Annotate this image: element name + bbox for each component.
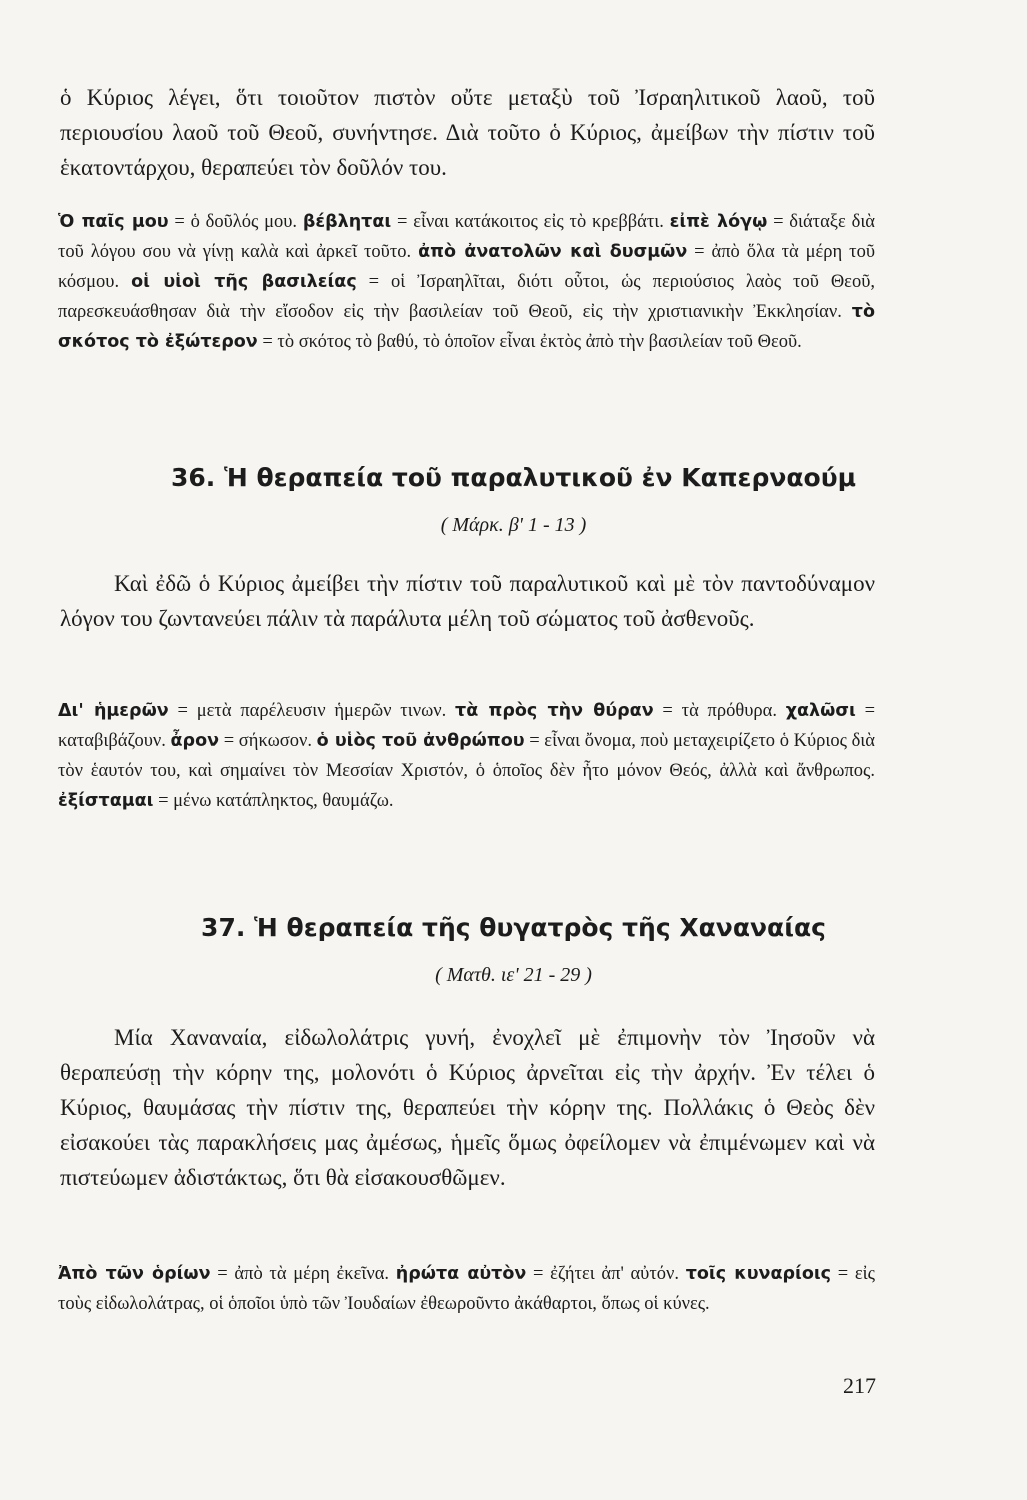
intro-glossary	[58, 207, 875, 357]
gloss-definition: = εἰς τοὺς εἰδωλολάτρας, οἱ ὁποῖοι ὑπὸ τῶν Ἰουδαίων ἐθεωροῦντο ἀκάθαρτοι, ὅπως οἱ κύνες.	[58, 1264, 875, 1314]
gloss-term: οἱ υἱοὶ τῆς βασιλείας	[131, 272, 357, 292]
gloss-term: ἐξίσταμαι	[58, 791, 154, 811]
gloss-definition: = ὁ δοῦλός μου.	[168, 212, 303, 232]
section-36-heading: 36. Ἡ θεραπεία τοῦ παραλυτικοῦ ἐν Καπερναούμ	[170, 463, 857, 492]
intro-paragraph: ὁ Κύριος λέγει, ὅτι τοιοῦτον πιστὸν οὔτε μεταξὺ τοῦ Ἰσραηλιτικοῦ λαοῦ, τοῦ περιουσίου λαοῦ τοῦ Θεοῦ, συνήντησε. Διὰ τοῦτο ὁ Κύριος, ἀμείβων τὴν πίστιν τοῦ ἑκατοντάρχου, θεραπεύει τὸν δοῦλόν του.	[60, 85, 875, 180]
gloss-definition: = μετὰ παρέλευσιν ἡμερῶν τινων.	[168, 701, 456, 721]
section-37-heading: 37. Ἡ θεραπεία τῆς θυγατρὸς τῆς Χαναναίας	[201, 913, 826, 942]
gloss-term: ἆρον	[170, 731, 220, 751]
gloss-term: τὰ πρὸς τὴν θύραν	[455, 701, 654, 721]
gloss-term: τὸ σκότος τὸ ἐξώτερον	[58, 302, 875, 352]
gloss-term: Ἀπὸ τῶν ὁρίων	[58, 1264, 211, 1284]
gloss-term: Δι' ἡμερῶν	[58, 701, 169, 721]
gloss-definition: = οἱ Ἰσραηλῖται, διότι οὗτοι, ὡς περιούσιος λαὸς τοῦ Θεοῦ, παρεσκευάσθησαν διὰ τὴν εἴσοδον εἰς τὴν βασιλείαν τοῦ Θεοῦ, εἰς τὴν χριστιανικὴν Ἐκκλησίαν.	[58, 272, 875, 322]
gloss-term: ἀπὸ ἀνατολῶν καὶ δυσμῶν	[418, 242, 688, 262]
page-number: 217	[843, 1373, 876, 1398]
gloss-definition: = σήκωσον.	[219, 731, 317, 751]
gloss-definition: = τὸ σκότος τὸ βαθύ, τὸ ὁποῖον εἶναι ἐκτὸς ἀπὸ τὴν βασιλείαν τοῦ Θεοῦ.	[257, 332, 802, 352]
gloss-term: τοῖς κυναρίοις	[685, 1264, 832, 1284]
gloss-definition: = μένω κατάπληκτος, θαυμάζω.	[153, 791, 394, 811]
section-37-source: ( Ματθ. ιε' 21 - 29 )	[435, 964, 592, 986]
gloss-term: ἠρώτα αὐτὸν	[395, 1264, 527, 1284]
gloss-definition: = εἶναι κατάκοιτος εἰς τὸ κρεββάτι.	[391, 212, 670, 232]
gloss-definition: = διάταξε διὰ τοῦ λόγου σου νὰ γίνῃ καλὰ καὶ ἀρκεῖ τοῦτο.	[58, 212, 875, 262]
section-37-glossary	[58, 1259, 875, 1319]
gloss-term: χαλῶσι	[785, 701, 856, 721]
gloss-term: ὁ υἱὸς τοῦ ἀνθρώπου	[316, 731, 525, 751]
gloss-definition: = ἀπὸ τὰ μέρη ἐκεῖνα.	[210, 1264, 396, 1284]
gloss-term: εἰπὲ λόγῳ	[669, 212, 768, 232]
gloss-definition: = ἐζήτει ἀπ' αὐτόν.	[526, 1264, 686, 1284]
gloss-term: Ὁ παῖς μου	[58, 212, 169, 232]
gloss-definition: = ἀπὸ ὅλα τὰ μέρη τοῦ κόσμου.	[58, 242, 875, 292]
section-36-source: ( Μάρκ. β' 1 - 13 )	[440, 514, 587, 536]
gloss-term: βέβληται	[302, 212, 392, 232]
section-36-glossary	[58, 696, 875, 816]
section-37-paragraph: Μία Χαναναία, εἰδωλολάτρις γυνή, ἐνοχλεῖ μὲ ἐπιμονὴν τὸν Ἰησοῦν νὰ θεραπεύσῃ τὴν κόρην της, μολονότι ὁ Κύριος ἀρνεῖται εἰς τὴν ἀρχήν. Ἐν τέλει ὁ Κύριος, θαυμάσας τὴν πίστιν της, θεραπεύει τὴν κόρην της. Πολλάκις ὁ Θεὸς δὲν εἰσακούει τὰς παρακλήσεις μας ἀμέσως, ἡμεῖς ὅμως ὀφείλομεν νὰ ἐπιμένωμεν καὶ νὰ πιστεύωμεν ἀδιστάκτως, ὅτι θὰ εἰσακουσθῶμεν.	[60, 1025, 875, 1190]
gloss-definition: = τὰ πρόθυρα.	[653, 701, 786, 721]
gloss-definition: = εἶναι ὄνομα, ποὺ μεταχειρίζετο ὁ Κύριος διὰ τὸν ἑαυτόν του, καὶ σημαίνει τὸν Μεσσίαν Χριστόν, ὁ ὁποῖος δὲν ἦτο μόνον Θεός, ἀλλὰ καὶ ἄνθρωπος.	[58, 731, 875, 781]
section-36-paragraph: Καὶ ἐδῶ ὁ Κύριος ἀμείβει τὴν πίστιν τοῦ παραλυτικοῦ καὶ μὲ τὸν παντοδύναμον λόγον του ζωντανεύει πάλιν τὰ παράλυτα μέλη τοῦ σώματος τοῦ ἀσθενοῦς.	[60, 571, 875, 631]
gloss-definition: = καταβιβάζουν.	[58, 701, 876, 751]
